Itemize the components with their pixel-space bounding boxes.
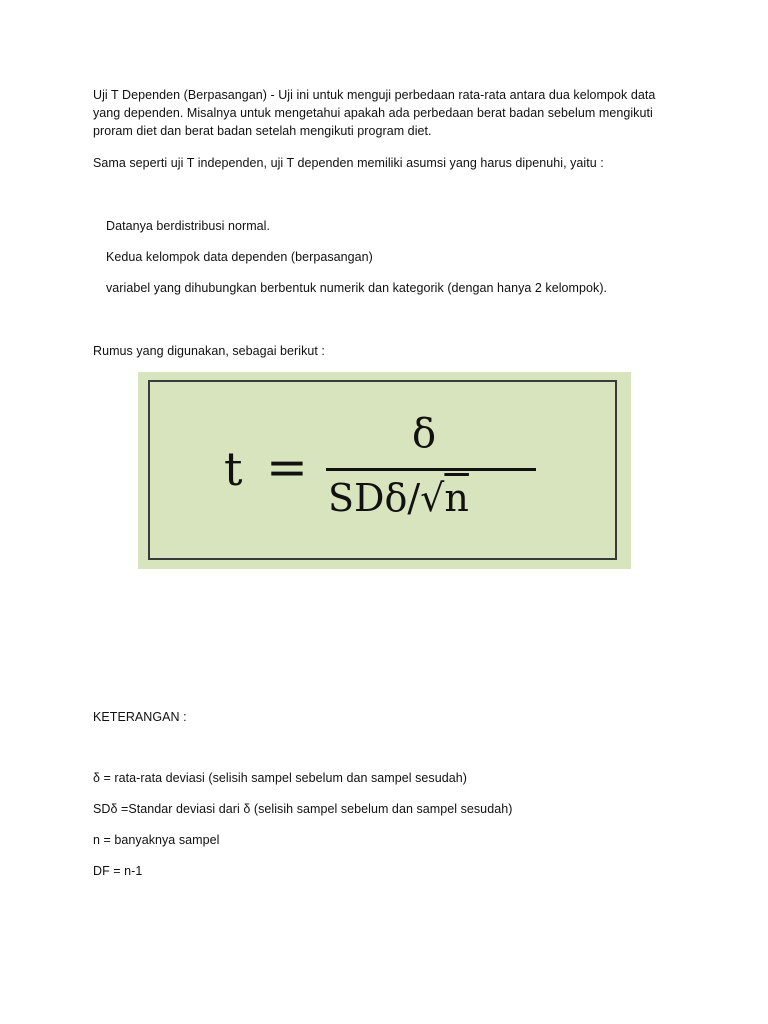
legend-item: δ = rata-rata deviasi (selisih sampel sebelum dan sampel sesudah) [93, 771, 467, 785]
denominator-radicand: n [444, 476, 469, 520]
assumption-item: variabel yang dihubungkan berbentuk numerik dan kategorik (dengan hanya 2 kelompok). [106, 281, 608, 295]
intro-line: proram diet dan berat badan setelah mengikuti program diet. [93, 124, 432, 138]
intro-paragraph [93, 86, 693, 140]
legend-item: DF = n-1 [93, 864, 143, 878]
formula-frame [148, 380, 617, 560]
fraction-bar [326, 468, 536, 471]
formula-image [138, 372, 631, 569]
assumption-intro: Sama seperti uji T independen, uji T dependen memiliki asumsi yang harus dipenuhi, yaitu : [93, 156, 604, 170]
assumption-item: Datanya berdistribusi normal. [106, 219, 271, 233]
denominator-left: SDδ/√ [328, 476, 445, 520]
formula-numerator: δ [412, 411, 437, 457]
intro-line: yang dependen. Misalnya untuk mengetahui apakah ada perbedaan berat badan sebelum mengikuti [93, 106, 653, 120]
assumption-item: Kedua kelompok data dependen (berpasangan) [106, 250, 373, 264]
formula-equals: = [266, 438, 308, 496]
legend-item: n = banyaknya sampel [93, 833, 220, 847]
legend-title: KETERANGAN : [93, 710, 187, 724]
formula-denominator [328, 476, 469, 520]
legend-item: SDδ =Standar deviasi dari δ (selisih sampel sebelum dan sampel sesudah) [93, 802, 513, 816]
formula-intro: Rumus yang digunakan, sebagai berikut : [93, 344, 325, 358]
intro-line: Uji T Dependen (Berpasangan) - Uji ini untuk menguji perbedaan rata-rata antara dua kelompok data [93, 88, 656, 102]
formula-lhs: t [224, 442, 243, 496]
